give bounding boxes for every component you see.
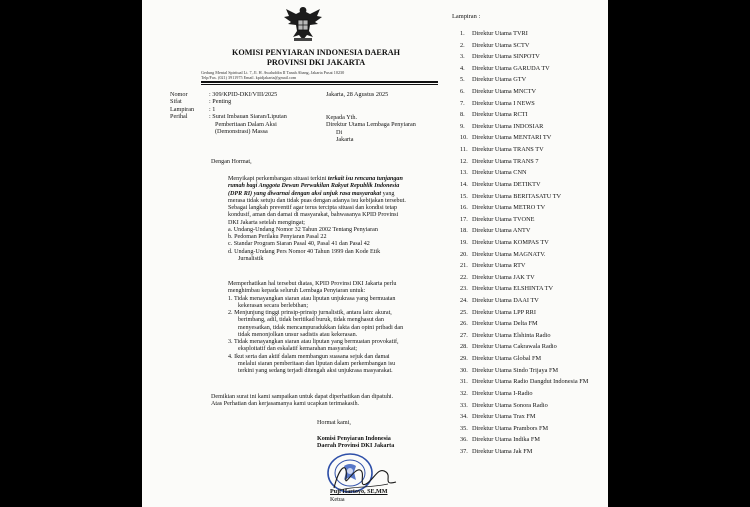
annex-item-number: 16. bbox=[460, 204, 468, 212]
annex-item-label: Direktur Utama BERITASATU TV bbox=[472, 192, 562, 200]
recipient-line-2: Direktur Utama Lembaga Penyiaran bbox=[326, 121, 416, 129]
p1-line-5: Sebagai langkah preventif agar terus tercipta situasi dan kondisi tetap bbox=[228, 205, 398, 211]
annex-list-item bbox=[460, 121, 588, 133]
annex-item-number: 9. bbox=[460, 122, 465, 130]
annex-list-item bbox=[460, 109, 588, 121]
lampiran-label: Lampiran bbox=[170, 105, 195, 113]
annex-item-number: 37. bbox=[460, 447, 468, 455]
letterhead-org bbox=[201, 48, 431, 68]
annex-item-number: 14. bbox=[460, 180, 468, 188]
annex-item-label: Direktur Utama ELSHINTA TV bbox=[472, 285, 554, 293]
reference-d-line-2: Jurnalistik bbox=[238, 255, 264, 262]
annex-item-label: Direktur Utama Delta FM bbox=[472, 320, 538, 328]
annex-list-item bbox=[460, 167, 588, 179]
org-line-1: KOMISI PENYIARAN INDONESIA DAERAH bbox=[231, 48, 401, 57]
p2-line-1: Memperhatikan hal tersebut diatas, KPID Provinsi DKI Jakarta perlu bbox=[228, 281, 397, 287]
annex-list-item bbox=[460, 28, 588, 40]
right-black-margin bbox=[608, 0, 750, 507]
annex-item-label: Direktur Utama GTV bbox=[472, 76, 527, 84]
annex-item-label: Direktur Utama Elshinta Radio bbox=[472, 331, 551, 339]
p1-line-7: DKI Jakarta setelah mengingat; bbox=[228, 219, 305, 226]
annex-item-label: Direktur Utama MNCTV bbox=[472, 88, 537, 96]
meta-labels bbox=[170, 91, 194, 121]
annex-list-item bbox=[460, 74, 588, 86]
signature-org bbox=[317, 436, 394, 451]
annex-item-number: 21. bbox=[460, 262, 468, 270]
left-black-margin bbox=[0, 0, 142, 507]
annex-list-item bbox=[460, 132, 588, 144]
annex-item-label: Direktur Utama ANTV bbox=[472, 227, 531, 235]
annex-list-item bbox=[460, 98, 588, 110]
annex-item-number: 27. bbox=[460, 331, 468, 339]
annex-item-label: Direktur Utama GARUDA TV bbox=[472, 64, 550, 72]
annex-item-label: Direktur Utama Trax FM bbox=[472, 413, 536, 421]
annex-item-label: Direktur Utama DETIKTV bbox=[472, 180, 541, 188]
annex-item-number: 20. bbox=[460, 250, 468, 258]
sifat-value: : Penting bbox=[209, 98, 232, 106]
annex-item-number: 28. bbox=[460, 343, 468, 351]
annex-list-item bbox=[460, 283, 588, 295]
annex-list-item bbox=[460, 144, 588, 156]
annex-item-label: Direktur Utama TRANS 7 bbox=[472, 157, 539, 165]
annex-item-number: 19. bbox=[460, 238, 468, 246]
annex-item-label: Direktur Utama I NEWS bbox=[472, 99, 535, 107]
instruction-1-line-1: 1. Tidak menayangkan siaran atau liputan unjukrasa yang bermuatan bbox=[228, 295, 396, 302]
annex-list-item bbox=[460, 307, 588, 319]
annex-item-label: Direktur Utama MAGNATV. bbox=[472, 250, 546, 258]
annex-item-number: 29. bbox=[460, 355, 468, 363]
annex-list-item bbox=[460, 156, 588, 168]
annex-list-item bbox=[460, 237, 588, 249]
annex-list-item bbox=[460, 86, 588, 98]
annex-list-item bbox=[460, 446, 588, 458]
annex-item-label: Direktur Utama TVRI bbox=[472, 30, 528, 37]
annex-item-label: Direktur Utama TVONE bbox=[472, 215, 535, 223]
annex-item-number: 1. bbox=[460, 30, 465, 37]
letterhead-address bbox=[201, 70, 344, 80]
annex-item-number: 22. bbox=[460, 273, 468, 281]
annex-item-label: Direktur Utama SCTV bbox=[472, 41, 530, 49]
annex-item-label: Direktur Utama RCTI bbox=[472, 111, 528, 119]
annex-title: Lampiran : bbox=[452, 13, 481, 20]
annex-list-item bbox=[460, 376, 588, 388]
annex-list-item bbox=[460, 63, 588, 75]
instruction-4-line-2: melalui siaran pemberitaan dan liputan dalam perkembangan isu bbox=[238, 360, 396, 367]
instruction-4-line-3: terkini yang sedang terjadi ditengah aksi unjukrasa masyarakat. bbox=[238, 368, 393, 374]
instruction-4-line-1: 4. Ikut serta dan aktif dalam membangun suasana sejuk dan damai bbox=[228, 353, 390, 360]
annex-item-number: 7. bbox=[460, 99, 465, 107]
recipient-block bbox=[326, 114, 416, 144]
p1-line-1b: terkait isu rencana tunjangan bbox=[327, 176, 403, 182]
reference-b: b. Pedoman Perilaku Penyiaran Pasal 22 bbox=[228, 234, 327, 240]
annex-recipient-list bbox=[460, 28, 588, 458]
annex-item-number: 6. bbox=[460, 88, 465, 96]
p1-line-4: merasa tidak setuju dan tidak puas dengan adanya isu kebijakan tersebut. bbox=[228, 197, 406, 204]
closing-line-1: Demikian surat ini kami sampaikan untuk dapat diperhatikan dan dipatuhi. bbox=[211, 394, 394, 400]
annex-list-item bbox=[460, 353, 588, 365]
perihal-line-2: Pemberitaan Dalam Aksi bbox=[215, 120, 277, 128]
nomor-label: Nomor bbox=[170, 91, 188, 98]
p2-line-2: menghimbau kepada seluruh Lembaga Penyiaran untuk: bbox=[228, 288, 366, 295]
signature-org-line-1: Komisi Penyiaran Indonesia bbox=[317, 436, 391, 442]
annex-item-label: Direktur Utama JAK TV bbox=[472, 273, 535, 281]
recipient-line-3: Di bbox=[336, 128, 343, 136]
annex-list-item bbox=[460, 341, 588, 353]
annex-item-label: Direktur Utama INDOSIAR bbox=[472, 122, 544, 130]
annex-item-label: Direktur Utama Jak FM bbox=[472, 447, 533, 455]
perihal-label: Perihal bbox=[170, 113, 188, 121]
closing-paragraph bbox=[211, 394, 393, 409]
p1-line-3: (DPR RI) yang diwarnai dengan aksi unjuk rasa masyarakat bbox=[228, 190, 382, 197]
annex-list-item bbox=[460, 249, 588, 261]
p1-line-2: rumah bagi Anggota Dewan Perwakilan Rakyat Republik Indonesia bbox=[228, 183, 400, 190]
annex-item-label: Direktur Utama Radio Dangdut Indonesia FM bbox=[472, 378, 589, 386]
perihal-line-3: (Demonstrasi) Massa bbox=[215, 128, 268, 136]
annex-list-item bbox=[460, 260, 588, 272]
annex-list-item bbox=[460, 388, 588, 400]
annex-item-number: 17. bbox=[460, 215, 468, 223]
annex-item-number: 18. bbox=[460, 227, 468, 235]
annex-list-item bbox=[460, 40, 588, 52]
annex-item-number: 13. bbox=[460, 169, 468, 177]
annex-list-item bbox=[460, 272, 588, 284]
annex-item-number: 33. bbox=[460, 401, 468, 409]
p1-line-6: kondusif, aman dan damai di masyarakat, bahwasanya KPID Provinsi bbox=[228, 212, 399, 219]
address-line-2: Telp/Fax. (021) 3911975 Email. kpidjakarta@gmail.com bbox=[201, 75, 297, 81]
instruction-2-line-4: tidak menonjolkan unsur sadistis atau kekerasan. bbox=[238, 331, 358, 338]
instruction-1-line-2: kekerasan secara berlebihan; bbox=[238, 302, 309, 309]
annex-item-number: 25. bbox=[460, 308, 468, 316]
annex-list-item bbox=[460, 330, 588, 342]
signature-org-line-2: Daerah Provinsi DKI Jakarta bbox=[317, 443, 395, 450]
annex-list-item bbox=[460, 318, 588, 330]
annex-item-label: Direktur Utama DAAI TV bbox=[472, 297, 539, 305]
letterhead-divider-thick bbox=[201, 81, 438, 83]
annex-item-number: 2. bbox=[460, 41, 465, 49]
annex-list-item bbox=[460, 411, 588, 423]
annex-item-label: Direktur Utama SINPOTV bbox=[472, 53, 540, 61]
recipient-line-4: Jakarta bbox=[336, 136, 354, 144]
annex-item-label: Direktur Utama Sonora Radio bbox=[472, 401, 548, 409]
annex-list-item bbox=[460, 51, 588, 63]
paragraph-2 bbox=[228, 281, 403, 375]
signatory-name: Puji Hartoyo, SE,MM bbox=[330, 489, 388, 495]
annex-list-item bbox=[460, 191, 588, 203]
annex-item-label: Direktur Utama I-Radio bbox=[472, 389, 533, 397]
instruction-2-line-3: menyesatkan, tidak mencampuradukkan fakta dan opini pribadi dan bbox=[238, 324, 404, 331]
annex-item-number: 35. bbox=[460, 424, 468, 432]
recipient-line-1: Kepada Yth. bbox=[326, 114, 358, 121]
annex-item-number: 8. bbox=[460, 111, 465, 119]
annex-item-number: 30. bbox=[460, 366, 468, 374]
signature-regards: Hormat kami, bbox=[317, 420, 351, 426]
annex-item-number: 15. bbox=[460, 192, 468, 200]
annex-item-number: 24. bbox=[460, 297, 468, 305]
closing-line-2: Atas Perhatian dan kerjasamanya kami ucapkan terimakasih. bbox=[211, 401, 360, 408]
annex-item-number: 36. bbox=[460, 436, 468, 444]
reference-c: c. Standar Program Siaran Pasal 40, Pasal 41 dan Pasal 42 bbox=[228, 241, 370, 248]
annex-list-item bbox=[460, 365, 588, 377]
annex-item-number: 12. bbox=[460, 157, 468, 165]
annex-list-item bbox=[460, 202, 588, 214]
annex-item-label: Direktur Utama MENTARI TV bbox=[472, 134, 552, 142]
lampiran-value: : 1 bbox=[209, 105, 216, 113]
annex-item-label: Direktur Utama Sindo Trijaya FM bbox=[472, 366, 559, 374]
paragraph-1 bbox=[228, 176, 406, 263]
annex-item-number: 3. bbox=[460, 53, 465, 61]
annex-item-number: 34. bbox=[460, 413, 468, 421]
annex-item-label: Direktur Utama Cakrawala Radio bbox=[472, 343, 557, 351]
annex-list-item bbox=[460, 423, 588, 435]
annex-item-label: Direktur Utama Indika FM bbox=[472, 436, 541, 444]
p1-line-3b: yang bbox=[381, 190, 395, 197]
annex-list-item bbox=[460, 434, 588, 446]
annex-item-number: 31. bbox=[460, 378, 468, 386]
instruction-2-line-1: 2. Menjunjung tinggi prinsip-prinsip jurnalistik, antara lain: akurat, bbox=[228, 310, 392, 316]
annex-list-item bbox=[460, 225, 588, 237]
instruction-2-line-2: berimbang, adil, tidak beritikad buruk, tidak menghasut dan bbox=[238, 317, 384, 324]
annex-item-number: 32. bbox=[460, 389, 468, 397]
annex-item-label: Direktur Utama METRO TV bbox=[472, 204, 546, 212]
annex-item-label: Direktur Utama Global FM bbox=[472, 355, 542, 363]
annex-list-item bbox=[460, 400, 588, 412]
annex-list-item bbox=[460, 295, 588, 307]
org-line-2: PROVINSI DKI JAKARTA bbox=[266, 58, 366, 67]
annex-item-number: 26. bbox=[460, 320, 468, 328]
address-line-1: Gedung Mental Spiritual Lt. 7, Jl. H. Awaluddin II Tanah Abang, Jakarta Pusat 10230 bbox=[201, 70, 345, 75]
signatory-title: Ketua bbox=[330, 497, 345, 503]
garuda-emblem-icon bbox=[282, 3, 324, 43]
annex-item-number: 23. bbox=[460, 285, 468, 293]
letter-date: Jakarta, 28 Agustus 2025 bbox=[326, 91, 389, 98]
annex-item-label: Direktur Utama Prambors FM bbox=[472, 424, 549, 432]
annex-item-number: 10. bbox=[460, 134, 468, 142]
nomor-value: : 309/KPID-DKI/VIII/2025 bbox=[209, 91, 278, 98]
annex-list-item bbox=[460, 214, 588, 226]
annex-item-number: 4. bbox=[460, 64, 465, 72]
reference-a: a. Undang-Undang Nomor 32 Tahun 2002 Tentang Penyiaran bbox=[228, 226, 378, 233]
annex-item-label: Direktur Utama LPP RRI bbox=[472, 308, 536, 316]
meta-values bbox=[209, 91, 287, 135]
annex-item-label: Direktur Utama RTV bbox=[472, 262, 526, 270]
sifat-label: Sifat bbox=[170, 98, 182, 106]
salutation: Dengan Hormat, bbox=[211, 159, 252, 165]
letterhead-divider-thin bbox=[201, 84, 438, 85]
p1-line-1a: Menyikapi perkembangan situasi terkini bbox=[228, 176, 328, 182]
reference-d-line-1: d. Undang-Undang Pers Nomor 40 Tahun 1999 dan Kode Etik bbox=[228, 248, 381, 255]
annex-list-item bbox=[460, 179, 588, 191]
annex-item-number: 5. bbox=[460, 76, 465, 84]
perihal-line-1: : Surat Imbauan Siaran/Liputan bbox=[209, 113, 287, 121]
annex-item-label: Direktur Utama CNN bbox=[472, 169, 527, 177]
annex-item-number: 11. bbox=[460, 146, 468, 154]
instruction-3-line-2: eksploitatif dan eskalatif kemarahan masyarakat; bbox=[238, 346, 358, 353]
annex-item-label: Direktur Utama TRANS TV bbox=[472, 146, 544, 154]
instruction-3-line-1: 3. Tidak menayangkan siaran atau liputan yang bermuatan provokatif, bbox=[228, 339, 399, 345]
annex-item-label: Direktur Utama KOMPAS TV bbox=[472, 238, 549, 246]
